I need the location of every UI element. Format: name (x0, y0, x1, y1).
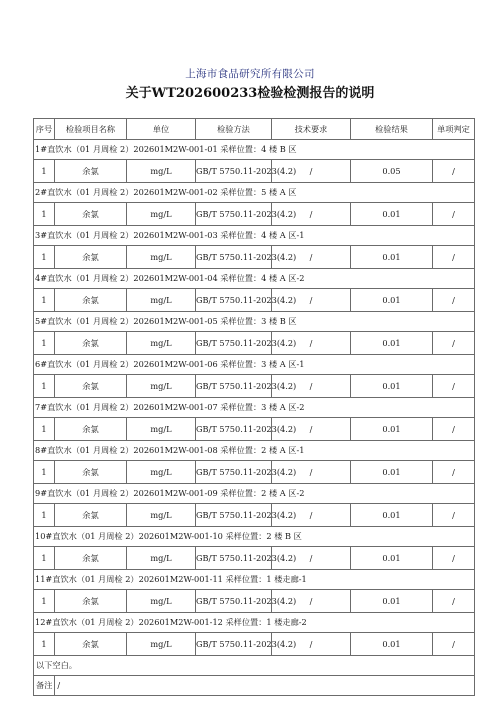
sample-group-row (34, 355, 475, 375)
test-method-cell: GB/T 5750.11-2023(4.2) (196, 246, 272, 269)
item-name-cell: 余氯 (55, 504, 127, 527)
technical-requirement-cell: / (272, 203, 351, 226)
item-name-cell: 余氯 (55, 246, 127, 269)
judgement-cell: / (433, 289, 475, 312)
judgement-cell: / (433, 547, 475, 570)
sample-header: 6#直饮水（01 月周检 2）202601M2W-001-06 采样位置：3 楼 A 区-1 (34, 355, 475, 375)
item-name-cell: 余氯 (55, 332, 127, 355)
column-header: 单项判定 (433, 119, 475, 140)
test-result-cell: 0.01 (351, 203, 433, 226)
test-method-cell: GB/T 5750.11-2023(4.2) (196, 590, 272, 613)
unit-cell: mg/L (127, 289, 196, 312)
sample-group-row (34, 183, 475, 203)
item-name-cell: 余氯 (55, 547, 127, 570)
unit-cell: mg/L (127, 203, 196, 226)
row-number-cell: 1 (34, 289, 55, 312)
table-row (34, 418, 475, 441)
technical-requirement-cell: / (272, 418, 351, 441)
row-number-cell: 1 (34, 504, 55, 527)
row-number-cell: 1 (34, 375, 55, 398)
unit-cell: mg/L (127, 375, 196, 398)
table-row (34, 633, 475, 656)
unit-cell: mg/L (127, 160, 196, 183)
sample-header: 7#直饮水（01 月周检 2）202601M2W-001-07 采样位置：3 楼 A 区-2 (34, 398, 475, 418)
item-name-cell: 余氯 (55, 418, 127, 441)
test-result-cell: 0.01 (351, 375, 433, 398)
row-number-cell: 1 (34, 203, 55, 226)
sample-header: 1#直饮水（01 月周检 2）202601M2W-001-01 采样位置：4 楼 B 区 (34, 140, 475, 160)
sample-group-row (34, 527, 475, 547)
table-row (34, 246, 475, 269)
sample-header: 2#直饮水（01 月周检 2）202601M2W-001-02 采样位置：5 楼 A 区 (34, 183, 475, 203)
remark-cell (34, 676, 475, 696)
judgement-cell: / (433, 418, 475, 441)
technical-requirement-cell: / (272, 332, 351, 355)
technical-requirement-cell: / (272, 246, 351, 269)
judgement-cell: / (433, 633, 475, 656)
technical-requirement-cell: / (272, 160, 351, 183)
item-name-cell: 余氯 (55, 375, 127, 398)
judgement-cell: / (433, 246, 475, 269)
row-number-cell: 1 (34, 418, 55, 441)
judgement-cell: / (433, 160, 475, 183)
sample-header: 4#直饮水（01 月周检 2）202601M2W-001-04 采样位置：4 楼 A 区-2 (34, 269, 475, 289)
sample-header: 5#直饮水（01 月周检 2）202601M2W-001-05 采样位置：3 楼 B 区 (34, 312, 475, 332)
judgement-cell: / (433, 461, 475, 484)
technical-requirement-cell: / (272, 547, 351, 570)
unit-cell: mg/L (127, 633, 196, 656)
test-result-cell: 0.01 (351, 289, 433, 312)
test-method-cell: GB/T 5750.11-2023(4.2) (196, 289, 272, 312)
column-header: 检验项目名称 (55, 119, 127, 140)
judgement-cell: / (433, 375, 475, 398)
sample-header: 11#直饮水（01 月周检 2）202601M2W-001-11 采样位置：1 楼走廊-1 (34, 570, 475, 590)
test-result-cell: 0.01 (351, 590, 433, 613)
judgement-cell: / (433, 590, 475, 613)
table-row (34, 332, 475, 355)
test-result-cell: 0.01 (351, 547, 433, 570)
item-name-cell: 余氯 (55, 203, 127, 226)
table-row (34, 160, 475, 183)
column-header: 单位 (127, 119, 196, 140)
blank-note: 以下空白。 (34, 656, 475, 676)
sample-header: 8#直饮水（01 月周检 2）202601M2W-001-08 采样位置：2 楼 A 区-1 (34, 441, 475, 461)
unit-cell: mg/L (127, 504, 196, 527)
test-method-cell: GB/T 5750.11-2023(4.2) (196, 547, 272, 570)
column-header: 检验结果 (351, 119, 433, 140)
sample-group-row (34, 398, 475, 418)
technical-requirement-cell: / (272, 461, 351, 484)
technical-requirement-cell: / (272, 375, 351, 398)
remark-label: 备注 (36, 676, 55, 695)
test-result-cell: 0.01 (351, 418, 433, 441)
test-result-cell: 0.01 (351, 504, 433, 527)
test-result-cell: 0.01 (351, 633, 433, 656)
technical-requirement-cell: / (272, 289, 351, 312)
unit-cell: mg/L (127, 547, 196, 570)
row-number-cell: 1 (34, 160, 55, 183)
judgement-cell: / (433, 332, 475, 355)
unit-cell: mg/L (127, 590, 196, 613)
test-method-cell: GB/T 5750.11-2023(4.2) (196, 332, 272, 355)
table-header-row (34, 119, 475, 140)
item-name-cell: 余氯 (55, 461, 127, 484)
sample-group-row (34, 226, 475, 246)
column-header: 序号 (34, 119, 55, 140)
item-name-cell: 余氯 (55, 160, 127, 183)
organization-name: 上海市食品研究所有限公司 (185, 68, 315, 80)
row-number-cell: 1 (34, 246, 55, 269)
row-number-cell: 1 (34, 633, 55, 656)
table-row (34, 461, 475, 484)
row-number-cell: 1 (34, 461, 55, 484)
test-method-cell: GB/T 5750.11-2023(4.2) (196, 160, 272, 183)
item-name-cell: 余氯 (55, 590, 127, 613)
remark-value: / (57, 680, 61, 690)
report-title: 关于WT202600233检验检测报告的说明 (125, 86, 375, 101)
sample-group-row (34, 613, 475, 633)
unit-cell: mg/L (127, 418, 196, 441)
row-number-cell: 1 (34, 590, 55, 613)
column-header: 技术要求 (272, 119, 351, 140)
judgement-cell: / (433, 203, 475, 226)
technical-requirement-cell: / (272, 590, 351, 613)
test-result-cell: 0.01 (351, 246, 433, 269)
test-method-cell: GB/T 5750.11-2023(4.2) (196, 203, 272, 226)
report-table (33, 118, 475, 696)
sample-header: 12#直饮水（01 月周检 2）202601M2W-001-12 采样位置：1 楼走廊-2 (34, 613, 475, 633)
sample-group-row (34, 269, 475, 289)
sample-header: 9#直饮水（01 月周检 2）202601M2W-001-09 采样位置：2 楼 A 区-2 (34, 484, 475, 504)
row-number-cell: 1 (34, 547, 55, 570)
sample-header: 3#直饮水（01 月周检 2）202601M2W-001-03 采样位置：4 楼 A 区-1 (34, 226, 475, 246)
table-row (34, 203, 475, 226)
technical-requirement-cell: / (272, 633, 351, 656)
test-method-cell: GB/T 5750.11-2023(4.2) (196, 633, 272, 656)
test-result-cell: 0.01 (351, 332, 433, 355)
sample-group-row (34, 441, 475, 461)
sample-group-row (34, 570, 475, 590)
table-row (34, 590, 475, 613)
sample-group-row (34, 484, 475, 504)
column-header: 检验方法 (196, 119, 272, 140)
table-row (34, 375, 475, 398)
test-result-cell: 0.01 (351, 461, 433, 484)
test-result-cell: 0.05 (351, 160, 433, 183)
test-method-cell: GB/T 5750.11-2023(4.2) (196, 375, 272, 398)
item-name-cell: 余氯 (55, 289, 127, 312)
table-row (34, 289, 475, 312)
remark-row (34, 676, 475, 696)
table-row (34, 504, 475, 527)
test-method-cell: GB/T 5750.11-2023(4.2) (196, 418, 272, 441)
sample-group-row (34, 312, 475, 332)
item-name-cell: 余氯 (55, 633, 127, 656)
blank-note-row (34, 656, 475, 676)
judgement-cell: / (433, 504, 475, 527)
row-number-cell: 1 (34, 332, 55, 355)
technical-requirement-cell: / (272, 504, 351, 527)
unit-cell: mg/L (127, 461, 196, 484)
unit-cell: mg/L (127, 246, 196, 269)
test-method-cell: GB/T 5750.11-2023(4.2) (196, 461, 272, 484)
table-body (34, 140, 475, 656)
table-row (34, 547, 475, 570)
sample-group-row (34, 140, 475, 160)
sample-header: 10#直饮水（01 月周检 2）202601M2W-001-10 采样位置：2 楼 B 区 (34, 527, 475, 547)
test-method-cell: GB/T 5750.11-2023(4.2) (196, 504, 272, 527)
unit-cell: mg/L (127, 332, 196, 355)
